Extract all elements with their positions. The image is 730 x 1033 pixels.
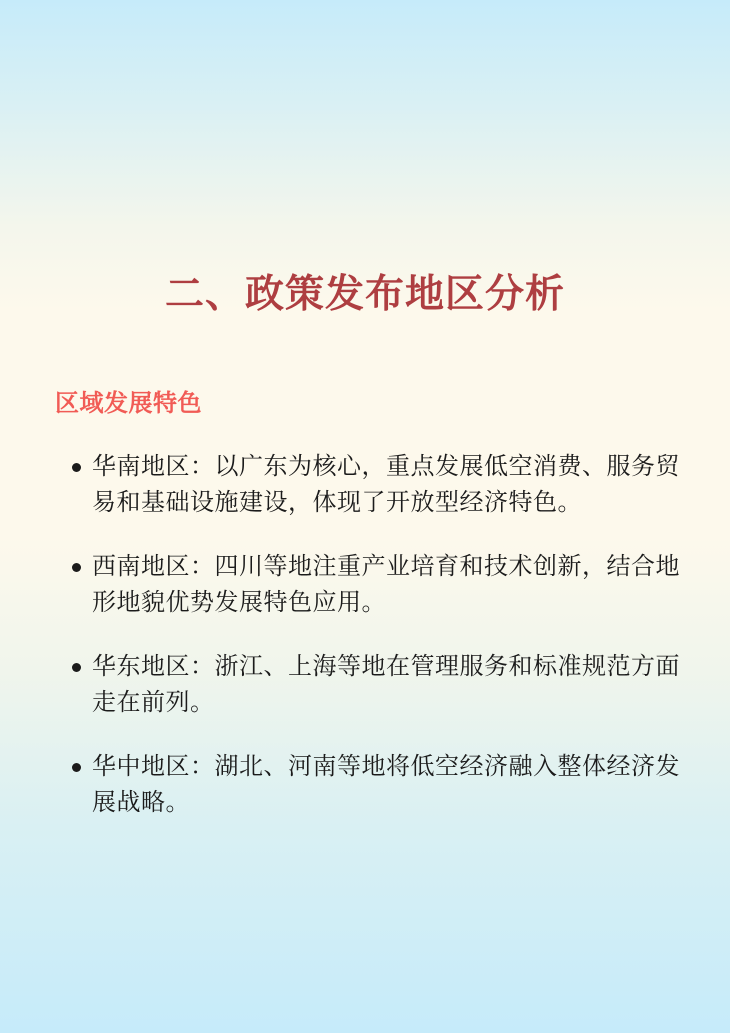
bullet-text: 华东地区：浙江、上海等地在管理服务和标准规范方面走在前列。	[92, 653, 680, 716]
bullet-item-south-china	[72, 449, 680, 521]
region-bullet-list	[72, 449, 680, 849]
page-title: 二、政策发布地区分析	[164, 273, 565, 316]
bullet-dot-icon	[72, 563, 81, 572]
bullet-item-southwest	[72, 549, 680, 621]
bullet-dot-icon	[72, 763, 81, 772]
bullet-item-east-china	[72, 649, 680, 721]
section-title: 区域发展特色	[55, 390, 202, 417]
bullet-item-central-china	[72, 749, 680, 821]
bullet-text: 西南地区：四川等地注重产业培育和技术创新，结合地形地貌优势发展特色应用。	[92, 553, 680, 616]
bullet-text: 华南地区：以广东为核心，重点发展低空消费、服务贸易和基础设施建设，体现了开放型经济特色。	[92, 453, 680, 516]
bullet-dot-icon	[72, 663, 81, 672]
bullet-dot-icon	[72, 463, 81, 472]
bullet-text: 华中地区：湖北、河南等地将低空经济融入整体经济发展战略。	[92, 753, 680, 816]
